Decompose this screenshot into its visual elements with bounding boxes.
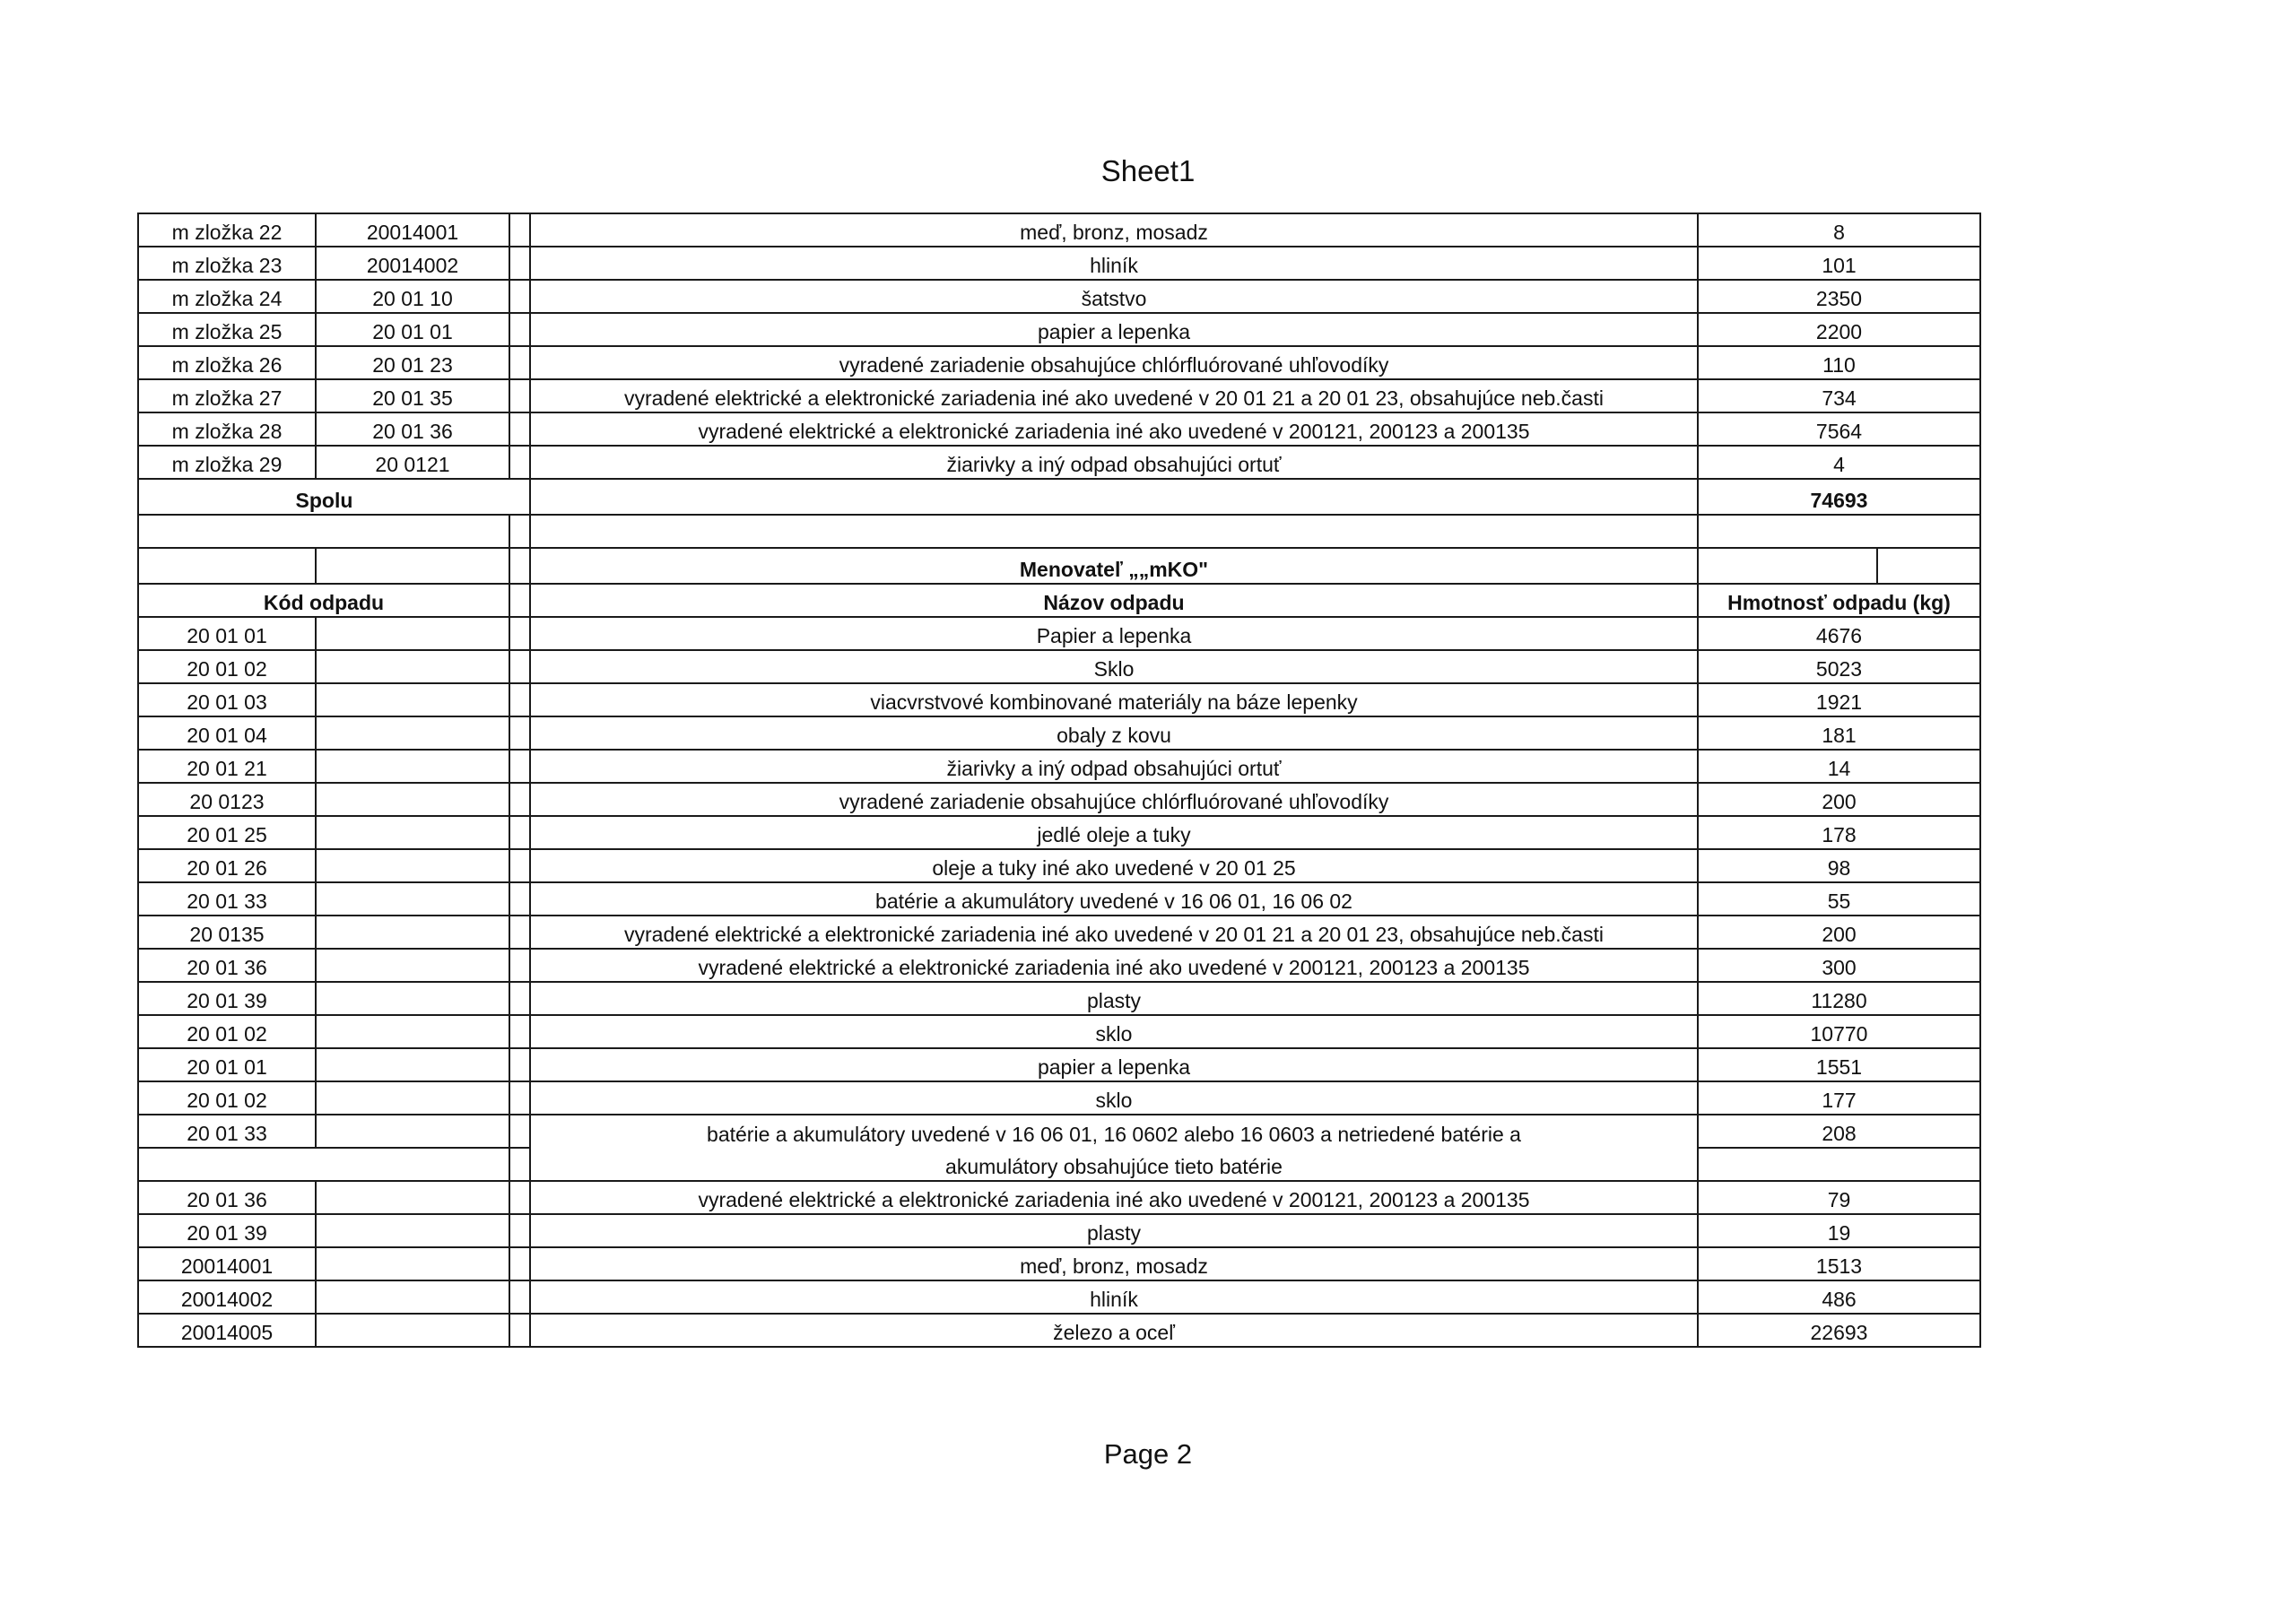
empty-cell [530,515,1698,548]
zlozka-code: 20 01 23 [316,346,509,379]
waste-weight: 22693 [1698,1314,1980,1347]
sheet-title: Sheet1 [1100,154,1196,187]
zlozka-weight: 734 [1698,379,1980,412]
spacer-cell [509,412,530,446]
waste-row [138,982,1980,1015]
spacer-cell [509,213,530,247]
spacer-cell [509,1247,530,1280]
empty-cell [1877,548,1980,584]
zlozka-row [138,213,1980,247]
waste-name: sklo [530,1081,1698,1115]
waste-name: batérie a akumulátory uvedené v 16 06 01, 16 06 02 [530,882,1698,916]
waste-name: jedlé oleje a tuky [530,816,1698,849]
spacer-cell [509,1115,530,1148]
empty-cell [316,783,509,816]
spacer-cell [509,280,530,313]
waste-row [138,716,1980,750]
waste-weight [1698,1148,1980,1181]
waste-code: 20 01 36 [138,1181,316,1214]
zlozka-code: 20014001 [316,213,509,247]
waste-weight: 300 [1698,949,1980,982]
waste-weight: 200 [1698,916,1980,949]
waste-row [138,617,1980,650]
waste-name: žiarivky a iný odpad obsahujúci ortuť [530,750,1698,783]
spacer-cell [509,683,530,716]
zlozka-name: žiarivky a iný odpad obsahujúci ortuť [530,446,1698,479]
empty-cell [316,1081,509,1115]
waste-code: 20 01 02 [138,1015,316,1048]
waste-code: 20 01 39 [138,1214,316,1247]
spacer-cell [509,949,530,982]
column-header-row [138,584,1980,617]
spacer-cell [509,650,530,683]
waste-weight: 79 [1698,1181,1980,1214]
blank-row [138,515,1980,548]
waste-row [138,750,1980,783]
header-name: Názov odpadu [530,584,1698,617]
bottom-section [138,617,1980,1347]
zlozka-weight: 110 [1698,346,1980,379]
spacer-cell [509,346,530,379]
waste-name: vyradené elektrické a elektronické zariadenia iné ako uvedené v 20 01 21 a 20 01 23, obsahujúce neb.časti [530,916,1698,949]
waste-name: plasty [530,1214,1698,1247]
waste-name: sklo [530,1015,1698,1048]
spacer-cell [509,1181,530,1214]
header-code: Kód odpadu [138,584,509,617]
waste-name: obaly z kovu [530,716,1698,750]
waste-row [138,949,1980,982]
waste-row [138,916,1980,949]
waste-row [138,1247,1980,1280]
waste-row [138,1015,1980,1048]
zlozka-code: 20 01 10 [316,280,509,313]
zlozka-row [138,247,1980,280]
zlozka-row [138,446,1980,479]
empty-cell [316,716,509,750]
waste-weight: 4676 [1698,617,1980,650]
empty-cell [316,650,509,683]
waste-weight: 177 [1698,1081,1980,1115]
waste-name: Sklo [530,650,1698,683]
waste-name: železo a oceľ [530,1314,1698,1347]
spacer-cell [509,548,530,584]
waste-code: 20 01 04 [138,716,316,750]
zlozka-weight: 2200 [1698,313,1980,346]
waste-name: oleje a tuky iné ako uvedené v 20 01 25 [530,849,1698,882]
zlozka-row [138,280,1980,313]
waste-weight: 1921 [1698,683,1980,716]
page-number: Page 2 [1103,1438,1193,1470]
waste-weight: 1551 [1698,1048,1980,1081]
empty-cell [138,1148,509,1181]
waste-code: 20 01 36 [138,949,316,982]
menovatel-section [138,479,1980,617]
zlozka-label: m zložka 27 [138,379,316,412]
top-section [138,213,1980,479]
total-value: 74693 [1698,479,1980,515]
zlozka-name: hliník [530,247,1698,280]
zlozka-code: 20 0121 [316,446,509,479]
waste-code: 20 01 33 [138,1115,316,1148]
waste-code: 20 01 02 [138,1081,316,1115]
waste-weight: 10770 [1698,1015,1980,1048]
total-row [138,479,1980,515]
spacer-cell [509,1214,530,1247]
empty-cell [316,849,509,882]
waste-weight: 19 [1698,1214,1980,1247]
empty-cell [1698,515,1980,548]
waste-name: akumulátory obsahujúce tieto batérie [530,1148,1698,1181]
waste-code: 20 01 26 [138,849,316,882]
waste-weight: 208 [1698,1115,1980,1148]
empty-cell [316,982,509,1015]
waste-row [138,1148,1980,1181]
empty-cell [316,1181,509,1214]
empty-cell [316,916,509,949]
waste-code: 20 01 01 [138,1048,316,1081]
spacer-cell [509,783,530,816]
zlozka-name: vyradené elektrické a elektronické zariadenia iné ako uvedené v 20 01 21 a 20 01 23, obsahujúce neb.časti [530,379,1698,412]
zlozka-label: m zložka 26 [138,346,316,379]
waste-row [138,1214,1980,1247]
zlozka-code: 20 01 35 [316,379,509,412]
waste-weight: 55 [1698,882,1980,916]
waste-code: 20014002 [138,1280,316,1314]
spacer-cell [509,584,530,617]
zlozka-weight: 4 [1698,446,1980,479]
spacer-cell [509,446,530,479]
zlozka-label: m zložka 25 [138,313,316,346]
spacer-cell [509,1280,530,1314]
waste-weight: 486 [1698,1280,1980,1314]
waste-name: vyradené elektrické a elektronické zariadenia iné ako uvedené v 200121, 200123 a 200135 [530,949,1698,982]
waste-row [138,783,1980,816]
zlozka-weight: 7564 [1698,412,1980,446]
waste-row [138,1181,1980,1214]
empty-cell [316,1247,509,1280]
empty-cell [316,1314,509,1347]
empty-cell [316,1048,509,1081]
waste-code: 20 01 01 [138,617,316,650]
spacer-cell [509,1148,530,1181]
waste-code: 20014001 [138,1247,316,1280]
zlozka-name: meď, bronz, mosadz [530,213,1698,247]
zlozka-weight: 101 [1698,247,1980,280]
zlozka-row [138,346,1980,379]
spacer-cell [509,1048,530,1081]
waste-code: 20 01 21 [138,750,316,783]
waste-weight: 181 [1698,716,1980,750]
spacer-cell [509,916,530,949]
spacer-cell [509,617,530,650]
zlozka-row [138,313,1980,346]
waste-weight: 5023 [1698,650,1980,683]
spacer-cell [509,1314,530,1347]
waste-code: 20 01 39 [138,982,316,1015]
zlozka-label: m zložka 23 [138,247,316,280]
waste-row [138,650,1980,683]
waste-code: 20 0135 [138,916,316,949]
waste-name: plasty [530,982,1698,1015]
spacer-cell [509,247,530,280]
waste-name: vyradené zariadenie obsahujúce chlórfluórované uhľovodíky [530,783,1698,816]
empty-cell [316,816,509,849]
waste-row [138,1048,1980,1081]
empty-cell [316,949,509,982]
spacer-cell [509,479,530,515]
waste-table [137,213,1981,1348]
waste-name: viacvrstvové kombinované materiály na báze lepenky [530,683,1698,716]
spacer-cell [509,1015,530,1048]
waste-name: meď, bronz, mosadz [530,1247,1698,1280]
empty-cell [530,479,1698,515]
spacer-cell [509,515,530,548]
waste-name: Papier a lepenka [530,617,1698,650]
waste-weight: 178 [1698,816,1980,849]
waste-row [138,1081,1980,1115]
empty-cell [1698,548,1877,584]
spacer-cell [509,379,530,412]
waste-row [138,1115,1980,1148]
zlozka-label: m zložka 22 [138,213,316,247]
waste-name: vyradené elektrické a elektronické zariadenia iné ako uvedené v 200121, 200123 a 200135 [530,1181,1698,1214]
empty-cell [138,548,316,584]
zlozka-weight: 8 [1698,213,1980,247]
waste-name: papier a lepenka [530,1048,1698,1081]
zlozka-row [138,412,1980,446]
waste-weight: 14 [1698,750,1980,783]
waste-code: 20 0123 [138,783,316,816]
waste-row [138,849,1980,882]
zlozka-label: m zložka 29 [138,446,316,479]
empty-cell [316,1280,509,1314]
waste-row [138,683,1980,716]
empty-cell [138,515,509,548]
empty-cell [316,882,509,916]
section-title: Menovateľ „„mKO" [530,548,1698,584]
empty-cell [316,617,509,650]
zlozka-row [138,379,1980,412]
spacer-cell [509,816,530,849]
waste-weight: 98 [1698,849,1980,882]
empty-cell [316,1214,509,1247]
zlozka-name: vyradené elektrické a elektronické zariadenia iné ako uvedené v 200121, 200123 a 200135 [530,412,1698,446]
spacer-cell [509,313,530,346]
zlozka-code: 20 01 36 [316,412,509,446]
zlozka-code: 20 01 01 [316,313,509,346]
waste-row [138,1314,1980,1347]
total-label: Spolu [138,479,509,515]
waste-code: 20 01 25 [138,816,316,849]
zlozka-label: m zložka 28 [138,412,316,446]
empty-cell [316,683,509,716]
waste-row [138,1280,1980,1314]
zlozka-name: vyradené zariadenie obsahujúce chlórfluórované uhľovodíky [530,346,1698,379]
spacer-cell [509,982,530,1015]
empty-cell [316,1015,509,1048]
waste-weight: 200 [1698,783,1980,816]
zlozka-name: šatstvo [530,280,1698,313]
spacer-cell [509,1081,530,1115]
waste-code: 20 01 33 [138,882,316,916]
waste-code: 20 01 03 [138,683,316,716]
empty-cell [316,548,509,584]
header-weight: Hmotnosť odpadu (kg) [1698,584,1980,617]
waste-weight: 11280 [1698,982,1980,1015]
zlozka-code: 20014002 [316,247,509,280]
spacer-cell [509,750,530,783]
waste-name: batérie a akumulátory uvedené v 16 06 01, 16 0602 alebo 16 0603 a netriedené batérie a [530,1115,1698,1148]
waste-code: 20 01 02 [138,650,316,683]
zlozka-name: papier a lepenka [530,313,1698,346]
section-title-row [138,548,1980,584]
waste-weight: 1513 [1698,1247,1980,1280]
waste-row [138,882,1980,916]
zlozka-weight: 2350 [1698,280,1980,313]
waste-code: 20014005 [138,1314,316,1347]
empty-cell [316,1115,509,1148]
waste-row [138,816,1980,849]
waste-name: hliník [530,1280,1698,1314]
spacer-cell [509,849,530,882]
empty-cell [316,750,509,783]
spacer-cell [509,716,530,750]
spacer-cell [509,882,530,916]
zlozka-label: m zložka 24 [138,280,316,313]
